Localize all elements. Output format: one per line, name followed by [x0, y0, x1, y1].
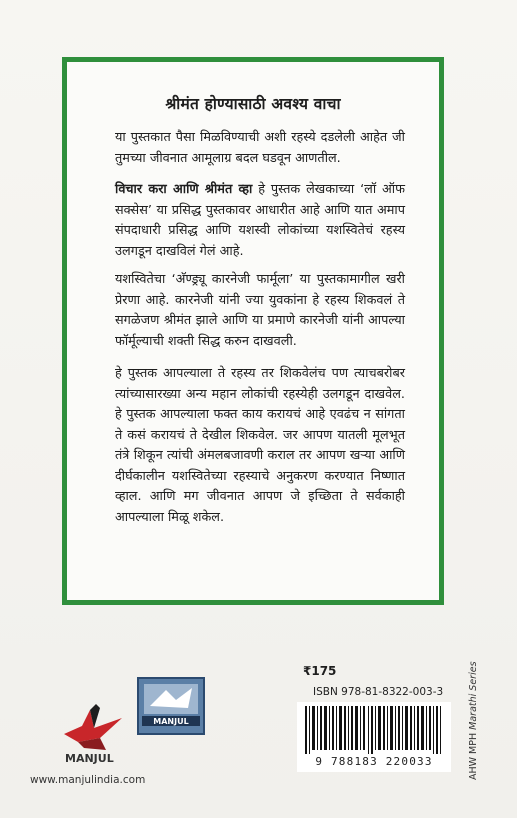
book-title-bold: विचार करा आणि श्रीमंत व्हा — [115, 182, 253, 197]
series-label-italic: Marathi Series — [468, 661, 479, 730]
paragraph-book-basis — [115, 180, 405, 262]
price-label: ₹175 — [303, 664, 337, 678]
series-label-prefix: AHW MPH — [468, 729, 479, 780]
series-label — [468, 661, 479, 780]
website-url: www.manjulindia.com — [30, 774, 146, 786]
paragraph-benefits: हे पुस्तक आपल्याला ते रहस्य तर शिकवेलंच पण त्याचबरोबर त्यांच्यासारख्या अन्य महान लोकांची रहस्येही उलगडून दाखवेल. हे पुस्तक आपल्याला फक्त काय करायचं आहे एवढंच न सांगता ते कसं करायचं ते देखील शिकवेल. जर आपण यातली मूलभूत तंत्रे शिकून त्यांची अंमलबजावणी कराल तर आपण खऱ्या आणि दीर्घकालीन यशस्वितेच्या रहस्याचे अनुकरण करण्यात निष्णात व्हाल. आणि मग जीवनात आपण जे इच्छिता ते सर्वकाही आपल्याला मिळू शकेल. — [115, 366, 405, 525]
cover-heading: श्रीमंत होण्यासाठी अवश्य वाचा — [165, 95, 341, 113]
publisher-logo-text: MANJUL — [65, 752, 114, 765]
paragraph-carnegie: यशस्वितेचा ‘अ‍ॅण्ड्र्यू कारनेजी फार्मूला’ या पुस्तकामागील खरी प्रेरणा आहे. कारनेजी यांनी ज्या युवकांना हे रहस्य शिकवलं ते सगळेजण श्रीमंत झाले आणि या प्रमाणे कारनेजी यांनी आपल्या फॉर्मूल्याची शक्ती सिद्ध करुन दाखवली. — [115, 272, 405, 349]
isbn-label: ISBN 978-81-8322-003-3 — [313, 686, 444, 698]
barcode-bars-icon — [305, 706, 443, 754]
text-frame — [62, 57, 444, 605]
svg-text:MANJUL: MANJUL — [153, 717, 189, 726]
barcode — [297, 702, 451, 772]
publisher-stamp-icon — [136, 676, 206, 736]
paragraph-intro: या पुस्तकात पैसा मिळविण्याची अशी रहस्ये दडलेली आहेत जी तुमच्या जीवनात आमूलाग्र बदल घडवून आणतील. — [115, 130, 405, 166]
manjul-bird-logo-icon — [60, 700, 130, 760]
barcode-digits: 9 788183 220033 — [315, 755, 433, 768]
paragraph-book-basis-text: हे पुस्तक लेखकाच्या ‘लॉ ऑफ सक्सेस’ या प्रसिद्ध पुस्तकावर आधारीत आहे आणि यात अमाप संपदाधारी प्रसिद्ध आणि यशस्वी लोकांच्या यशस्वितेचं रहस्य उलगडून दाखविलं गेलं आहे. — [115, 182, 405, 259]
